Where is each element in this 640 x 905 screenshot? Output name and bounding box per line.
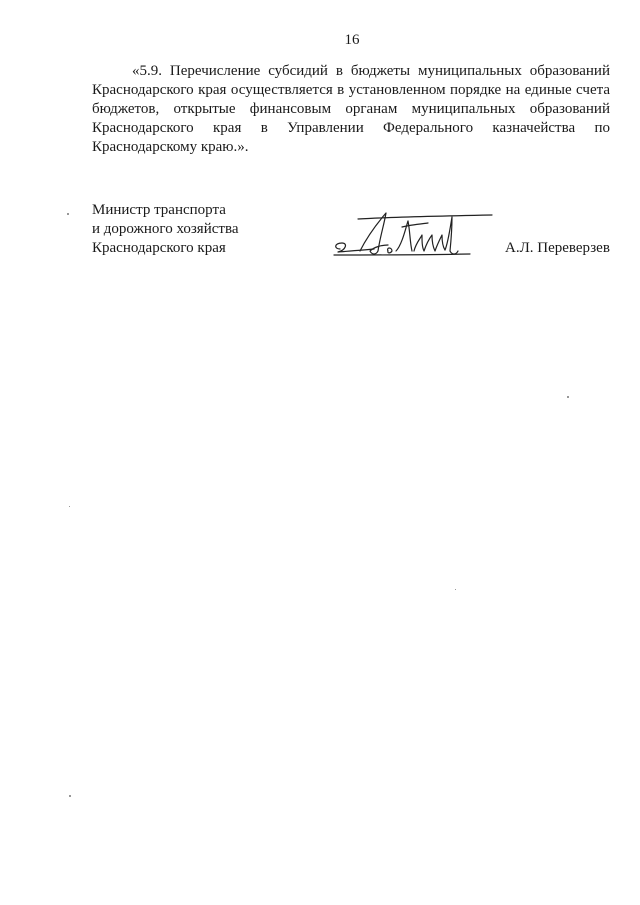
signer-position-line: Министр транспорта [92, 202, 226, 218]
scan-speck [69, 795, 71, 797]
page-number: 16 [344, 32, 360, 48]
signer-position-line: и дорожного хозяйства [92, 221, 239, 237]
signer-position-line: Краснодарского края [92, 240, 226, 256]
scan-speck [67, 213, 69, 215]
scan-speck [455, 589, 456, 590]
scan-speck [69, 506, 70, 507]
signer-name: А.Л. Переверзев [505, 240, 610, 256]
signer-position [92, 201, 292, 258]
body-paragraph: «5.9. Перечисление субсидий в бюджеты муниципальных образований Краснодарского края осуществляется в установленном порядке на единые счета бюджетов, открытые финансовым органам муниципальных образований Краснодарского края в Управлении Федерального казначейства по Краснодарскому краю.». [92, 63, 610, 155]
handwritten-signature [330, 205, 500, 270]
scan-speck [567, 396, 569, 398]
